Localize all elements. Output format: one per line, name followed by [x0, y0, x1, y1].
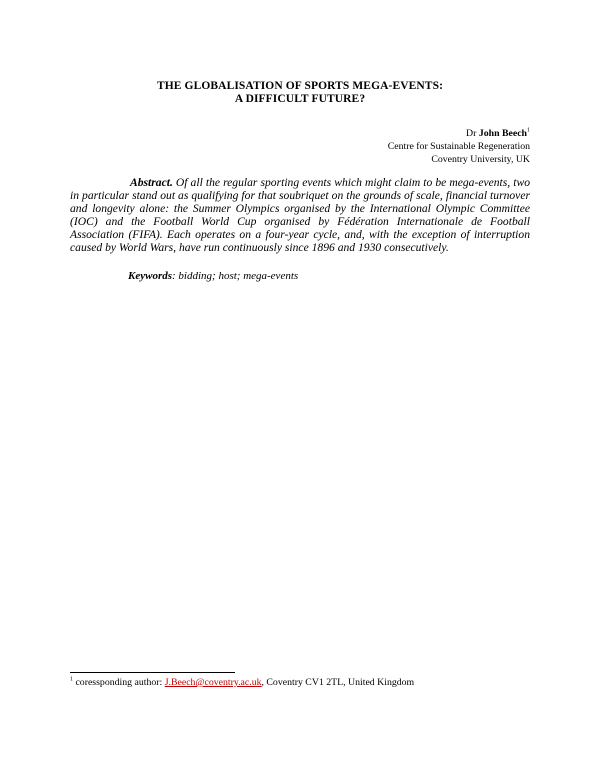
- paper-title: [0, 80, 600, 106]
- keywords: [128, 270, 298, 283]
- footnote: [70, 677, 414, 689]
- author-name: John Beech: [478, 128, 527, 139]
- footnote-divider: [70, 672, 235, 673]
- title-line-2: A DIFFICULT FUTURE?: [234, 93, 366, 105]
- footnote-suffix: , Coventry CV1 2TL, United Kingdom: [261, 677, 415, 688]
- author-footnote-mark: 1: [527, 127, 530, 134]
- author-affiliation-2: Coventry University, UK: [431, 154, 530, 165]
- abstract-text: Of all the regular sporting events which might claim to be mega-events, two in particular stand out as qualifying for that soubriquet on the grounds of scale, financial turnover and longevity alone: the Summer Olympics organised by the International Olympic Committee (IOC) and the Football World Cup organised by Fédération Internationale de Football Association (FIFA). Each operates on a four-year cycle, and, with the exception of interruption caused by World Wars, have run continuously since 1896 and 1930 consecutively.: [70, 176, 530, 255]
- author-block: [388, 127, 530, 166]
- author-affiliation-1: Centre for Sustainable Regeneration: [387, 141, 530, 152]
- author-line: [388, 127, 530, 140]
- keywords-text: : bidding; host; mega-events: [172, 270, 299, 282]
- footnote-mark: 1: [70, 676, 73, 683]
- email-link[interactable]: J.Beech@coventry.ac.uk: [164, 677, 262, 688]
- abstract-label: Abstract.: [130, 176, 173, 189]
- title-line-1: THE GLOBALISATION OF SPORTS MEGA-EVENTS:: [156, 80, 444, 92]
- footnote-prefix: coressponding author:: [73, 677, 165, 688]
- abstract: [70, 176, 530, 255]
- keywords-label: Keywords: [128, 270, 172, 282]
- author-prefix: Dr: [466, 128, 479, 139]
